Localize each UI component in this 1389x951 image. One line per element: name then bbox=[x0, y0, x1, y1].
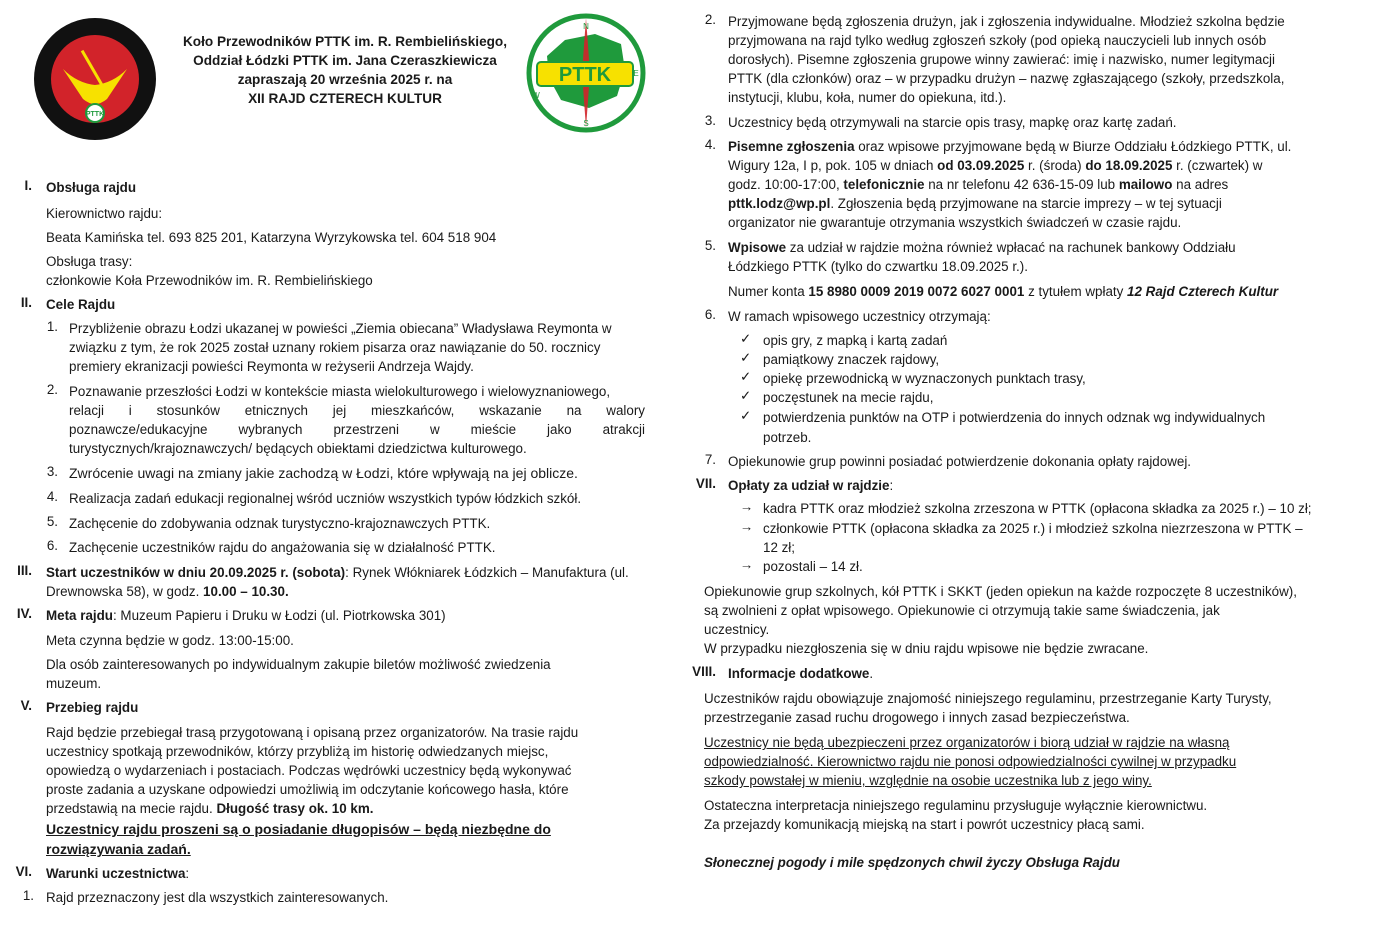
bank-account-line bbox=[728, 282, 1278, 301]
closing-greeting: Słonecznej pogody i mile spędzonych chwil życzy Obsługa Rajdu bbox=[704, 855, 1120, 870]
list-item-line: PTTK (dla członków) oraz – w przypadku drużyn – nazwę zgłaszającego (szkoły, przedszkola, bbox=[728, 71, 1285, 86]
liability-notice: szkody powstałej w mieniu, względnie na osobie uczestnika lub z jego winy. bbox=[704, 773, 1152, 788]
list-item-line: Przybliżenie obrazu Łodzi ukazanej w powieści „Ziemia obiecana” Władysława Reymonta w bbox=[69, 321, 612, 336]
list-number: 4. bbox=[704, 137, 716, 152]
arrow-right-icon: → bbox=[740, 499, 754, 514]
section-I-line: Kierownictwo rajdu: bbox=[46, 206, 163, 221]
list-item-line bbox=[728, 194, 1222, 213]
left-logo bbox=[33, 17, 157, 141]
section-V-number: V. bbox=[20, 698, 32, 713]
text: r. (czwartek) w bbox=[1172, 158, 1263, 173]
section-IV-line: Meta czynna będzie w godz. 13:00-15:00. bbox=[46, 633, 294, 648]
list-item-line: W ramach wpisowego uczestnicy otrzymają: bbox=[728, 309, 991, 324]
section-VII-number: VII. bbox=[695, 476, 716, 491]
section-VIII-line: Uczestników rajdu obowiązuje znajomość niniejszego regulaminu, przestrzeganie Karty Turysty, bbox=[704, 691, 1272, 706]
list-item-line: Opiekunowie grup powinni posiadać potwierdzenie dokonania opłaty rajdowej. bbox=[728, 454, 1192, 469]
section-IV-line: muzeum. bbox=[46, 676, 102, 691]
section-VII-paragraph: są zwolnieni z opłat wpisowego. Opiekunowie ci otrzymują takie same świadczenia, jak bbox=[704, 603, 1220, 618]
svg-text:PTTK: PTTK bbox=[85, 111, 105, 118]
section-III-text: Drewnowska 58), w godz. bbox=[46, 584, 204, 599]
text: na nr telefonu 42 636-15-09 lub bbox=[924, 177, 1119, 192]
section-III-line bbox=[46, 563, 629, 582]
bold-text: telefonicznie bbox=[843, 177, 925, 192]
section-III-title: Start uczestników w dniu 20.09.2025 r. (sobota) bbox=[46, 565, 346, 580]
fee-item: 12 zł; bbox=[763, 540, 796, 555]
fee-item: pozostali – 14 zł. bbox=[763, 559, 863, 574]
list-number: 6. bbox=[46, 538, 58, 553]
text: godz. 10:00-17:00, bbox=[728, 177, 844, 192]
fee-item: kadra PTTK oraz młodzież szkolna zrzeszona w PTTK (opłacona składka za 2025 r.) – 10 zł; bbox=[763, 501, 1312, 516]
section-IV-number: IV. bbox=[16, 606, 32, 621]
text: Wigury 12a, I p, pok. 105 w dniach bbox=[728, 158, 938, 173]
section-V-line: uczestnicy spotkają przewodników, którzy przybliżą im historię odwiedzanych miejsc, bbox=[46, 744, 549, 759]
check-item: potwierdzenia punktów na OTP i potwierdzenia do innych odznak wg indywidualnych bbox=[763, 410, 1266, 425]
text: oraz wpisowe przyjmowane będą w Biurze Oddziału Łódzkiego PTTK, ul. bbox=[854, 139, 1292, 154]
section-IV-line: Dla osób zainteresowanych po indywidualnym zakupie biletów możliwość zwiedzenia bbox=[46, 657, 551, 672]
list-number: 4. bbox=[46, 489, 58, 504]
arrow-right-icon: → bbox=[740, 557, 754, 572]
svg-text:PTTK: PTTK bbox=[558, 64, 612, 86]
list-item-line: dorosłych). Pisemne zgłoszenia grupowe winny zawierać: imię i nazwisko, numer legitymacji bbox=[728, 52, 1276, 67]
liability-notice: Uczestnicy nie będą ubezpieczeni przez organizatorów i biorą udział w rajdzie na własną bbox=[704, 735, 1230, 750]
list-number: 6. bbox=[704, 307, 716, 322]
list-item-line: organizator nie gwarantuje otrzymania wszystkich świadczeń w czasie rajdu. bbox=[728, 215, 1182, 230]
check-item: potrzeb. bbox=[763, 430, 812, 445]
section-III-hours: 10.00 – 10.30. bbox=[203, 584, 289, 599]
svg-text:E: E bbox=[633, 69, 639, 78]
bank-account-number: 15 8980 0009 2019 0072 6027 0001 bbox=[808, 284, 1025, 299]
check-item: opis gry, z mapką i kartą zadań bbox=[763, 333, 948, 348]
check-icon: ✓ bbox=[740, 369, 752, 384]
list-number: 5. bbox=[46, 514, 58, 529]
list-item-line: Uczestnicy będą otrzymywali na starcie opis trasy, mapkę oraz kartę zadań. bbox=[728, 115, 1177, 130]
check-item: pamiątkowy znaczek rajdowy, bbox=[763, 352, 940, 367]
header-line-1: Koło Przewodników PTTK im. R. Rembielińskiego, bbox=[182, 34, 508, 49]
header-line-2: Oddział Łódzki PTTK im. Jana Czeraszkiewicza bbox=[193, 53, 497, 68]
list-item-line bbox=[728, 238, 1236, 257]
section-VIII-line: przestrzeganie zasad ruchu drogowego i innych zasad bezpieczeństwa. bbox=[704, 710, 1130, 725]
svg-text:N: N bbox=[583, 22, 589, 31]
text: z tytułem wpłaty bbox=[1024, 284, 1128, 299]
transfer-title: 12 Rajd Czterech Kultur bbox=[1127, 284, 1279, 299]
header-title bbox=[160, 32, 530, 108]
check-icon: ✓ bbox=[740, 408, 752, 423]
list-item-line: relacji i stosunków etnicznych jej mieszkańców, wskazanie na walory bbox=[69, 403, 645, 418]
section-IV-text: : Muzeum Papieru i Druku w Łodzi (ul. Piotrkowska 301) bbox=[112, 608, 446, 623]
text: r. (środa) bbox=[1024, 158, 1086, 173]
text: Numer konta bbox=[728, 284, 809, 299]
list-item-line: instytucji, klubu, koła, numer do opiekuna, itd.). bbox=[728, 90, 1007, 105]
list-item-line: Zachęcenie do zdobywania odznak turystyczno-krajoznawczych PTTK. bbox=[69, 516, 491, 531]
fee-item: członkowie PTTK (opłacona składka za 2025 r.) i młodzież szkolna niezrzeszona w PTTK – bbox=[763, 521, 1303, 536]
header-line-4: XII RAJD CZTERECH KULTUR bbox=[248, 91, 442, 106]
svg-text:W: W bbox=[532, 91, 540, 100]
list-item-line: Łódzkiego PTTK (tylko do czwartku 18.09.2025 r.). bbox=[728, 259, 1028, 274]
section-V-line: proste zadania a uzyskane odpowiedzi umożliwią im odczytanie końcowego hasła, które bbox=[46, 782, 569, 797]
header-line-3: zapraszają 20 września 2025 r. na bbox=[237, 72, 453, 87]
liability-notice: odpowiedzialność. Kierownictwo rajdu nie ponosi odpowiedzialności cywilnej w przypadku bbox=[704, 754, 1237, 769]
list-item-line: Poznawanie przeszłości Łodzi w kontekście miasta wielokulturowego i wielowyznaniowego, bbox=[69, 384, 611, 399]
list-item-line: Zwrócenie uwagi na zmiany jakie zachodzą w Łodzi, które wpływają na jej oblicze. bbox=[69, 465, 578, 481]
svg-text:S: S bbox=[583, 119, 589, 128]
list-item-line bbox=[728, 137, 1291, 156]
route-length: Długość trasy ok. 10 km. bbox=[216, 801, 374, 816]
section-VII-line bbox=[728, 476, 893, 495]
check-icon: ✓ bbox=[740, 350, 752, 365]
list-item-line: związku z tym, że rok 2025 został uznany rokiem pisarza oraz nawiązanie do 50. rocznicy bbox=[69, 340, 601, 355]
section-VIII-line: Ostateczna interpretacja niniejszego regulaminu przysługuje wyłącznie kierownictwu. bbox=[704, 798, 1208, 813]
section-VI-line bbox=[46, 864, 189, 883]
right-logo bbox=[525, 12, 647, 134]
section-VII-colon: : bbox=[889, 478, 894, 493]
section-V-notice: rozwiązywania zadań. bbox=[46, 841, 191, 857]
list-number: 1. bbox=[22, 888, 34, 903]
list-item-line: turystycznych/krajoznawczych/ będących obiektami dziedzictwa kulturowego. bbox=[69, 441, 527, 456]
list-number: 5. bbox=[704, 238, 716, 253]
section-I-number: I. bbox=[24, 178, 32, 193]
section-I-line: członkowie Koła Przewodników im. R. Rembielińskiego bbox=[46, 273, 373, 288]
section-V-text: przedstawią na mecie rajdu. bbox=[46, 801, 217, 816]
list-number: 2. bbox=[704, 12, 716, 27]
section-V-line: Rajd będzie przebiegał trasą przygotowaną i opisaną przez organizatorów. Na trasie rajdu bbox=[46, 725, 579, 740]
section-VII-title: Opłaty za udział w rajdzie bbox=[728, 478, 890, 493]
section-III-number: III. bbox=[17, 563, 32, 578]
bold-text: Wpisowe bbox=[728, 240, 787, 255]
list-number: 7. bbox=[704, 452, 716, 467]
date-to: do 18.09.2025 bbox=[1085, 158, 1173, 173]
section-VIII-dot: . bbox=[869, 666, 874, 681]
section-III-line bbox=[46, 582, 289, 601]
list-number: 2. bbox=[46, 382, 58, 397]
section-II-number: II. bbox=[20, 295, 32, 310]
text: na adres bbox=[1172, 177, 1229, 192]
list-item-line bbox=[728, 156, 1262, 175]
section-VI-colon: : bbox=[185, 866, 190, 881]
section-I-line: Obsługa trasy: bbox=[46, 254, 133, 269]
list-number: 1. bbox=[46, 319, 58, 334]
pttk-compass-logo-icon bbox=[525, 12, 647, 134]
section-I-line: Beata Kamińska tel. 693 825 201, Katarzyna Wyrzykowska tel. 604 518 904 bbox=[46, 230, 497, 245]
section-VIII-line: Za przejazdy komunikacją miejską na start i powrót uczestnicy płacą sami. bbox=[704, 817, 1145, 832]
list-item-line: premiery ekranizacji powieści Reymonta w reżyserii Andrzeja Wajdy. bbox=[69, 359, 474, 374]
section-VII-paragraph: Opiekunowie grup szkolnych, kół PTTK i SKKT (jeden opiekun na każde rozpoczęte 8 uczestników), bbox=[704, 584, 1297, 599]
section-III-text: : Rynek Włókniarek Łódzkich – Manufaktura (ul. bbox=[345, 565, 629, 580]
email-link[interactable]: pttk.lodz@wp.pl bbox=[728, 196, 831, 211]
list-item-line: Przyjmowane będą zgłoszenia drużyn, jak i zgłoszenia indywidualne. Młodzież szkolna będzie bbox=[728, 14, 1285, 29]
section-VII-paragraph: W przypadku niezgłoszenia się w dniu rajdu wpisowe nie będzie zwracane. bbox=[704, 641, 1149, 656]
koło-przewodników-emblem-icon bbox=[33, 17, 157, 141]
section-V-line: opowiedzą o wydarzeniach i postaciach. Podczas wędrówki uczestnicy będą wykonywać bbox=[46, 763, 572, 778]
section-V-line bbox=[46, 799, 374, 818]
section-VIII-title: Informacje dodatkowe bbox=[728, 666, 870, 681]
list-item-line: Rajd przeznaczony jest dla wszystkich zainteresowanych. bbox=[46, 890, 389, 905]
list-item-line: poznawcze/edukacyjne wybranych przestrzeni w mieście jako atrakcji bbox=[69, 422, 645, 437]
text: . Zgłoszenia będą przyjmowane na starcie imprezy – w tej sytuacji bbox=[830, 196, 1222, 211]
arrow-right-icon: → bbox=[740, 519, 754, 534]
list-item-line: przyjmowana na rajd tylko według zgłoszeń szkoły (pod opieką nauczycieli lub innych osób bbox=[728, 33, 1267, 48]
section-VIII-line bbox=[728, 664, 873, 683]
section-II-title: Cele Rajdu bbox=[46, 297, 116, 312]
list-item-line: Realizacja zadań edukacji regionalnej wśród uczniów wszystkich typów łódzkich szkół. bbox=[69, 491, 582, 506]
list-item-line bbox=[728, 175, 1228, 194]
check-item: opiekę przewodnicką w wyznaczonych punktach trasy, bbox=[763, 371, 1086, 386]
section-IV-line bbox=[46, 606, 446, 625]
section-V-notice: Uczestnicy rajdu proszeni są o posiadanie długopisów – będą niezbędne do bbox=[46, 821, 551, 837]
check-item: poczęstunek na mecie rajdu, bbox=[763, 390, 934, 405]
check-icon: ✓ bbox=[740, 331, 752, 346]
section-VIII-number: VIII. bbox=[692, 664, 716, 679]
check-icon: ✓ bbox=[740, 388, 752, 403]
list-number: 3. bbox=[704, 113, 716, 128]
list-number: 3. bbox=[46, 464, 58, 479]
date-from: od 03.09.2025 bbox=[937, 158, 1025, 173]
section-VI-number: VI. bbox=[15, 864, 32, 879]
bold-text: Pisemne zgłoszenia bbox=[728, 139, 855, 154]
bold-text: mailowo bbox=[1118, 177, 1173, 192]
section-IV-title: Meta rajdu bbox=[46, 608, 113, 623]
list-item-line: Zachęcenie uczestników rajdu do angażowania się w działalność PTTK. bbox=[69, 540, 496, 555]
section-I-title: Obsługa rajdu bbox=[46, 180, 137, 195]
section-VI-title: Warunki uczestnictwa bbox=[46, 866, 186, 881]
section-VII-paragraph: uczestnicy. bbox=[704, 622, 770, 637]
section-V-title: Przebieg rajdu bbox=[46, 700, 139, 715]
text: za udział w rajdzie można również wpłacać na rachunek bankowy Oddziału bbox=[786, 240, 1236, 255]
